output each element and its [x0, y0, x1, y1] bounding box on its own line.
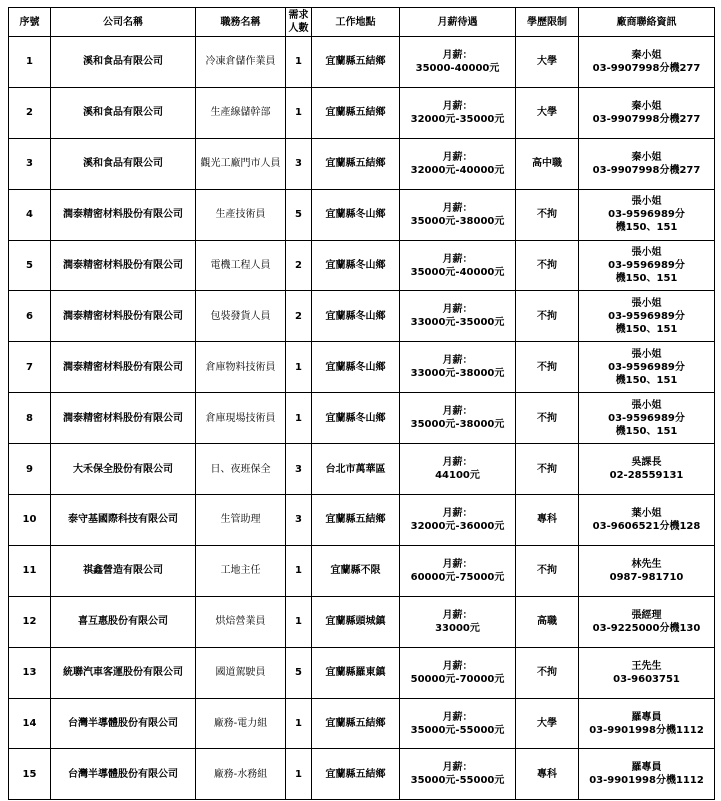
table-row — [9, 291, 715, 342]
job-title: 國道駕駛員 — [196, 647, 286, 698]
contact-cell — [579, 37, 715, 88]
salary-range: 35000元-55000元 — [410, 724, 505, 736]
contact-phone: 機150、151 — [615, 374, 678, 386]
salary-label: 月薪： — [442, 660, 473, 672]
row-number: 11 — [9, 545, 51, 596]
salary-cell — [400, 698, 516, 749]
table-row — [9, 444, 715, 495]
contact-name: 秦小姐 — [631, 151, 662, 163]
salary-label: 月薪： — [442, 355, 473, 367]
salary-range: 35000元-40000元 — [410, 266, 505, 278]
table-row — [9, 37, 715, 88]
headcount: 1 — [286, 393, 312, 444]
company-name: 溪和食品有限公司 — [51, 37, 196, 88]
salary-cell — [400, 138, 516, 189]
headcount: 1 — [286, 545, 312, 596]
headcount: 2 — [286, 240, 312, 291]
salary-label: 月薪： — [442, 100, 473, 112]
salary-range: 32000元-35000元 — [410, 113, 505, 125]
education-requirement: 大學 — [516, 87, 579, 138]
work-location: 台北市萬華區 — [312, 444, 400, 495]
contact-name: 張小姐 — [631, 348, 662, 360]
table-row — [9, 240, 715, 291]
row-number: 5 — [9, 240, 51, 291]
contact-cell — [579, 240, 715, 291]
row-number: 1 — [9, 37, 51, 88]
salary-cell — [400, 749, 516, 800]
contact-cell — [579, 495, 715, 546]
job-title: 廠務-水務組 — [196, 749, 286, 800]
salary-cell — [400, 291, 516, 342]
company-name: 潤泰精密材料股份有限公司 — [51, 189, 196, 240]
table-body — [9, 37, 715, 800]
salary-cell — [400, 495, 516, 546]
salary-range: 35000元-55000元 — [410, 775, 505, 787]
contact-name: 張經理 — [631, 609, 662, 621]
job-title: 廠務-電力組 — [196, 698, 286, 749]
work-location: 宜蘭縣冬山鄉 — [312, 189, 400, 240]
work-location: 宜蘭縣冬山鄉 — [312, 240, 400, 291]
salary-cell — [400, 37, 516, 88]
salary-cell — [400, 647, 516, 698]
salary-cell — [400, 545, 516, 596]
contact-name: 秦小姐 — [631, 100, 662, 112]
education-requirement: 不拘 — [516, 240, 579, 291]
salary-label: 月薪： — [442, 457, 473, 469]
company-name: 台灣半導體股份有限公司 — [51, 749, 196, 800]
job-title: 生管助理 — [196, 495, 286, 546]
salary-range: 35000-40000元 — [415, 62, 500, 74]
header-row — [9, 8, 715, 37]
headcount: 1 — [286, 749, 312, 800]
table-row — [9, 189, 715, 240]
work-location: 宜蘭縣五結鄉 — [312, 87, 400, 138]
table-row — [9, 698, 715, 749]
work-location: 宜蘭縣羅東鎮 — [312, 647, 400, 698]
work-location: 宜蘭縣冬山鄉 — [312, 342, 400, 393]
education-requirement: 不拘 — [516, 342, 579, 393]
table-row — [9, 342, 715, 393]
header-company: 公司名稱 — [51, 8, 196, 37]
header-job: 職務名稱 — [196, 8, 286, 37]
headcount: 1 — [286, 37, 312, 88]
contact-phone: 03-9901998分機1112 — [589, 775, 704, 787]
headcount: 1 — [286, 342, 312, 393]
headcount: 5 — [286, 189, 312, 240]
header-count: 需求人數 — [286, 8, 312, 37]
contact-name: 張小姐 — [631, 247, 662, 258]
education-requirement: 專科 — [516, 495, 579, 546]
salary-range: 33000元-35000元 — [410, 317, 505, 329]
table-row — [9, 495, 715, 546]
headcount: 1 — [286, 596, 312, 647]
headcount: 3 — [286, 138, 312, 189]
company-name: 溪和食品有限公司 — [51, 138, 196, 189]
contact-cell — [579, 138, 715, 189]
contact-name: 吳課長 — [631, 457, 662, 469]
company-name: 潤泰精密材料股份有限公司 — [51, 393, 196, 444]
header-education: 學歷限制 — [516, 8, 579, 37]
salary-range: 60000元-75000元 — [410, 571, 505, 583]
salary-range: 50000元-70000元 — [410, 673, 505, 685]
contact-name: 羅專員 — [631, 711, 662, 723]
headcount: 1 — [286, 698, 312, 749]
table-row — [9, 138, 715, 189]
work-location: 宜蘭縣頭城鎮 — [312, 596, 400, 647]
row-number: 8 — [9, 393, 51, 444]
education-requirement: 不拘 — [516, 545, 579, 596]
headcount: 1 — [286, 87, 312, 138]
contact-phone: 03-9596989分 — [608, 310, 685, 322]
contact-cell — [579, 545, 715, 596]
salary-cell — [400, 342, 516, 393]
contact-cell — [579, 749, 715, 800]
contact-name: 秦小姐 — [631, 49, 662, 61]
work-location: 宜蘭縣不限 — [312, 545, 400, 596]
salary-range: 32000元-40000元 — [410, 164, 505, 176]
contact-name: 張小姐 — [631, 297, 662, 309]
contact-phone: 03-9907998分機277 — [592, 113, 701, 125]
salary-label: 月薪： — [442, 711, 473, 723]
job-title: 觀光工廠門市人員 — [196, 138, 286, 189]
header-location: 工作地點 — [312, 8, 400, 37]
contact-cell — [579, 291, 715, 342]
contact-phone: 02-28559131 — [609, 470, 684, 482]
salary-range: 32000元-36000元 — [410, 520, 505, 532]
salary-label: 月薪： — [442, 253, 473, 265]
table-row — [9, 393, 715, 444]
education-requirement: 高中職 — [516, 138, 579, 189]
contact-cell — [579, 87, 715, 138]
row-number: 12 — [9, 596, 51, 647]
salary-range: 44100元 — [435, 470, 480, 482]
job-title: 生產線儲幹部 — [196, 87, 286, 138]
table-row — [9, 545, 715, 596]
salary-range: 35000元-38000元 — [410, 419, 505, 431]
company-name: 喜互惠股份有限公司 — [51, 596, 196, 647]
company-name: 潤泰精密材料股份有限公司 — [51, 240, 196, 291]
company-name: 泰守基國際科技有限公司 — [51, 495, 196, 546]
row-number: 9 — [9, 444, 51, 495]
education-requirement: 不拘 — [516, 291, 579, 342]
job-listing-table — [8, 7, 715, 800]
company-name: 潤泰精密材料股份有限公司 — [51, 291, 196, 342]
job-title: 日、夜班保全 — [196, 444, 286, 495]
salary-label: 月薪： — [442, 558, 473, 570]
contact-phone: 03-9596989分 — [608, 412, 685, 424]
education-requirement: 專科 — [516, 749, 579, 800]
contact-phone: 03-9225000分機130 — [592, 622, 701, 634]
contact-phone: 03-9907998分機277 — [592, 164, 701, 176]
salary-cell — [400, 189, 516, 240]
row-number: 4 — [9, 189, 51, 240]
contact-phone: 03-9603751 — [613, 673, 680, 685]
education-requirement: 高職 — [516, 596, 579, 647]
contact-name: 張小姐 — [631, 196, 662, 208]
contact-phone: 0987-981710 — [609, 571, 684, 583]
row-number: 10 — [9, 495, 51, 546]
salary-label: 月薪： — [442, 304, 473, 316]
contact-name: 羅專員 — [631, 762, 662, 774]
contact-cell — [579, 393, 715, 444]
row-number: 14 — [9, 698, 51, 749]
contact-phone: 03-9606521分機128 — [592, 520, 701, 532]
company-name: 統聯汽車客運股份有限公司 — [51, 647, 196, 698]
job-title: 倉庫物料技術員 — [196, 342, 286, 393]
contact-phone: 03-9596989分 — [608, 260, 685, 271]
salary-cell — [400, 393, 516, 444]
contact-phone: 03-9901998分機1112 — [589, 724, 704, 736]
education-requirement: 不拘 — [516, 189, 579, 240]
job-title: 冷凍倉儲作業員 — [196, 37, 286, 88]
contact-phone: 機150、151 — [615, 222, 678, 234]
education-requirement: 大學 — [516, 37, 579, 88]
headcount: 5 — [286, 647, 312, 698]
salary-label: 月薪： — [442, 151, 473, 163]
company-name: 台灣半導體股份有限公司 — [51, 698, 196, 749]
table-row — [9, 596, 715, 647]
education-requirement: 不拘 — [516, 647, 579, 698]
company-name: 大禾保全股份有限公司 — [51, 444, 196, 495]
contact-name: 張小姐 — [631, 399, 662, 411]
job-title: 生產技術員 — [196, 189, 286, 240]
row-number: 15 — [9, 749, 51, 800]
contact-name: 葉小姐 — [631, 507, 662, 519]
contact-cell — [579, 444, 715, 495]
company-name: 祺鑫營造有限公司 — [51, 545, 196, 596]
salary-label: 月薪： — [442, 202, 473, 214]
row-number: 2 — [9, 87, 51, 138]
company-name: 溪和食品有限公司 — [51, 87, 196, 138]
salary-label: 月薪： — [442, 406, 473, 418]
contact-cell — [579, 698, 715, 749]
contact-name: 林先生 — [631, 558, 662, 570]
header-salary: 月薪待遇 — [400, 8, 516, 37]
row-number: 13 — [9, 647, 51, 698]
headcount: 3 — [286, 444, 312, 495]
work-location: 宜蘭縣五結鄉 — [312, 495, 400, 546]
headcount: 2 — [286, 291, 312, 342]
salary-range: 35000元-38000元 — [410, 215, 505, 227]
row-number: 6 — [9, 291, 51, 342]
salary-cell — [400, 596, 516, 647]
header-no: 序號 — [9, 8, 51, 37]
salary-range: 33000元 — [435, 622, 480, 634]
contact-phone: 03-9907998分機277 — [592, 62, 701, 74]
contact-cell — [579, 342, 715, 393]
contact-cell — [579, 189, 715, 240]
work-location: 宜蘭縣五結鄉 — [312, 749, 400, 800]
salary-range: 33000元-38000元 — [410, 368, 505, 380]
salary-label: 月薪： — [442, 507, 473, 519]
contact-phone: 機150、151 — [615, 425, 678, 437]
contact-phone: 機150、151 — [615, 273, 678, 284]
contact-cell — [579, 596, 715, 647]
salary-label: 月薪： — [442, 49, 473, 61]
job-title: 倉庫現場技術員 — [196, 393, 286, 444]
contact-cell — [579, 647, 715, 698]
salary-cell — [400, 240, 516, 291]
table-row — [9, 87, 715, 138]
contact-phone: 03-9596989分 — [608, 209, 685, 221]
company-name: 潤泰精密材料股份有限公司 — [51, 342, 196, 393]
header-contact: 廠商聯絡資訊 — [579, 8, 715, 37]
education-requirement: 不拘 — [516, 393, 579, 444]
salary-cell — [400, 87, 516, 138]
salary-label: 月薪： — [442, 609, 473, 621]
table-row — [9, 647, 715, 698]
contact-name: 王先生 — [631, 660, 662, 672]
work-location: 宜蘭縣五結鄉 — [312, 138, 400, 189]
row-number: 7 — [9, 342, 51, 393]
job-title: 烘焙營業員 — [196, 596, 286, 647]
job-title: 工地主任 — [196, 545, 286, 596]
job-title: 包裝發貨人員 — [196, 291, 286, 342]
job-title: 電機工程人員 — [196, 240, 286, 291]
contact-phone: 機150、151 — [615, 323, 678, 335]
education-requirement: 不拘 — [516, 444, 579, 495]
table-header — [9, 8, 715, 37]
row-number: 3 — [9, 138, 51, 189]
contact-phone: 03-9596989分 — [608, 361, 685, 373]
salary-cell — [400, 444, 516, 495]
work-location: 宜蘭縣冬山鄉 — [312, 291, 400, 342]
headcount: 3 — [286, 495, 312, 546]
salary-label: 月薪： — [442, 762, 473, 774]
table-row — [9, 749, 715, 800]
work-location: 宜蘭縣五結鄉 — [312, 698, 400, 749]
work-location: 宜蘭縣冬山鄉 — [312, 393, 400, 444]
education-requirement: 大學 — [516, 698, 579, 749]
work-location: 宜蘭縣五結鄉 — [312, 37, 400, 88]
